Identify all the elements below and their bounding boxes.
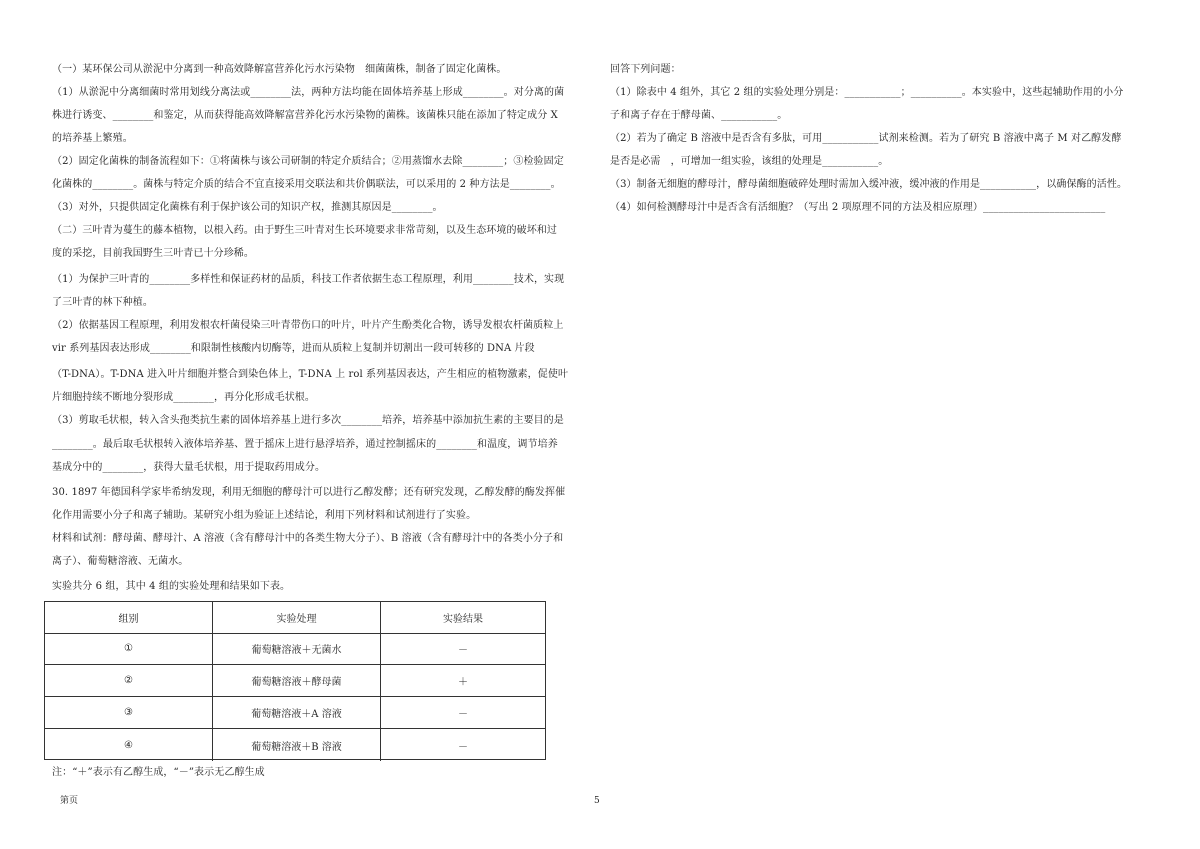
text-line: 度的采挖，目前我国野生三叶青已十分珍稀。 (52, 248, 254, 259)
table-header-row (45, 602, 545, 634)
text-line: （二）三叶青为蔓生的藤本植物，以根入药。由于野生三叶青对生长环境要求非常苛刻，以及生态环境的破坏和过 (52, 225, 557, 236)
text-line: 株进行诱变、________和鉴定，从而获得能高效降解富营养化污水污染物的菌株。该菌株只能在添加了特定成分 X (52, 110, 558, 121)
table-cell-group: ③ (45, 697, 213, 728)
text-line: 回答下列问题： (610, 64, 681, 75)
table-cell-result: ＋ (458, 677, 468, 688)
text-line: （4）如何检测酵母汁中是否含有活细胞？（写出 2 项原理不同的方法及相应原理）________________________ (610, 202, 1106, 213)
text-line: vir 系列基因表达形成________和限制性核酸内切酶等，进而从质粒上复制并切割出一段可转移的 DNA 片段 (52, 343, 535, 354)
text-line: ________。最后取毛状根转入液体培养基、置于摇床上进行悬浮培养，通过控制摇床的________和温度，调节培养 (52, 439, 558, 450)
text-line: 化菌株的________。菌株与特定介质的结合不宜直接采用交联法和共价偶联法，可以采用的 2 种方法是________。 (52, 179, 561, 190)
text-line: （2）固定化菌株的制备流程如下：①将菌株与该公司研制的特定介质结合；②用蒸馏水去除________；③检验固定 (52, 156, 564, 167)
table-header-cell: 实验处理 (213, 602, 381, 633)
table-row (45, 633, 545, 665)
text-line: 的培养基上繁殖。 (52, 133, 133, 144)
text-line: 30. 1897 年德国科学家毕希纳发现，利用无细胞的酵母汁可以进行乙醇发酵；还有研究发现，乙醇发酵的酶发挥催 (52, 487, 566, 498)
table-cell-group: ① (45, 633, 213, 664)
text-line: 化作用需要小分子和离子辅助。某研究小组为验证上述结论，利用下列材料和试剂进行了实验。 (52, 510, 477, 521)
text-line: （3）对外，只提供固定化菌株有利于保护该公司的知识产权，推测其原因是________。 (52, 202, 443, 213)
text-line: 子和离子存在于酵母菌、___________。 (610, 110, 788, 121)
text-line: （1）除表中 4 组外，其它 2 组的实验处理分别是：___________；__________。本实验中，这些起辅助作用的小分 (610, 87, 1124, 98)
text-line: （1）从淤泥中分离细菌时常用划线分离法或________法，两种方法均能在固体培养基上形成________。对分离的菌 (52, 87, 565, 98)
table-row (45, 729, 545, 761)
footer-label: 第页 (60, 796, 79, 806)
text-line: 材料和试剂：酵母菌、酵母汁、A 溶液（含有酵母汁中的各类生物大分子）、B 溶液（含有酵母汁中的各类小分子和 (52, 533, 564, 544)
table-cell-treatment: 葡萄糖溶液＋B 溶液 (213, 729, 381, 761)
table-cell-result: － (458, 645, 468, 656)
table-cell-treatment: 葡萄糖溶液＋酵母菌 (213, 665, 381, 696)
table-cell-result: － (458, 741, 468, 753)
text-line: （一）某环保公司从淤泥中分离到一种高效降解富营养化污水污染物 细菌菌株，制备了固定化菌株。 (52, 64, 507, 75)
table-header-cell: 组别 (45, 602, 213, 633)
text-line: 基成分中的________，获得大量毛状根，用于提取药用成分。 (52, 462, 326, 473)
text-line: 是否是必需 ，可增加一组实验，该组的处理是___________。 (610, 156, 889, 167)
text-line: （3）剪取毛状根，转入含头孢类抗生素的固体培养基上进行多次________培养，培养基中添加抗生素的主要目的是 (52, 415, 564, 426)
table-cell-treatment: 葡萄糖溶液＋A 溶液 (213, 697, 381, 728)
text-line: （2）依据基因工程原理，利用发根农杆菌侵染三叶青带伤口的叶片，叶片产生酚类化合物，诱导发根农杆菌质粒上 (52, 320, 564, 331)
table-cell-group: ② (45, 665, 213, 696)
table-header-cell: 实验结果 (443, 614, 483, 625)
experiment-table (44, 601, 546, 760)
text-line: （T-DNA）。T-DNA 进入叶片细胞并整合到染色体上，T-DNA 上 rol 系列基因表达，产生相应的植物激素，促使叶 (52, 369, 569, 380)
text-line: 离子）、葡萄糖溶液、无菌水。 (52, 556, 189, 567)
table-cell-result: － (458, 709, 468, 720)
table-cell-group: ④ (45, 729, 213, 761)
text-line: 实验共分 6 组，其中 4 组的实验处理和结果如下表。 (52, 581, 291, 592)
text-line: 片细胞持续不断地分裂形成________，再分化形成毛状根。 (52, 392, 315, 403)
text-line: （3）制备无细胞的酵母汁，酵母菌细胞破碎处理时需加入缓冲液，缓冲液的作用是___________，以确保酶的活性。 (610, 179, 1128, 190)
text-line: （2）若为了确定 B 溶液中是否含有多肽，可用___________试剂来检测。若为了研究 B 溶液中离子 M 对乙醇发酵 (610, 133, 1122, 144)
text-line: （1）为保护三叶青的________多样性和保证药材的品质，科技工作者依据生态工程原理，利用________技术，实现 (52, 274, 565, 285)
table-note: 注：“＋”表示有乙醇生成，“－”表示无乙醇生成 (52, 767, 265, 778)
table-row (45, 665, 545, 697)
table-row (45, 697, 545, 729)
table-cell-treatment: 葡萄糖溶液＋无菌水 (213, 633, 381, 664)
page-number: 5 (594, 796, 600, 806)
text-line: 了三叶青的林下种植。 (52, 297, 153, 308)
